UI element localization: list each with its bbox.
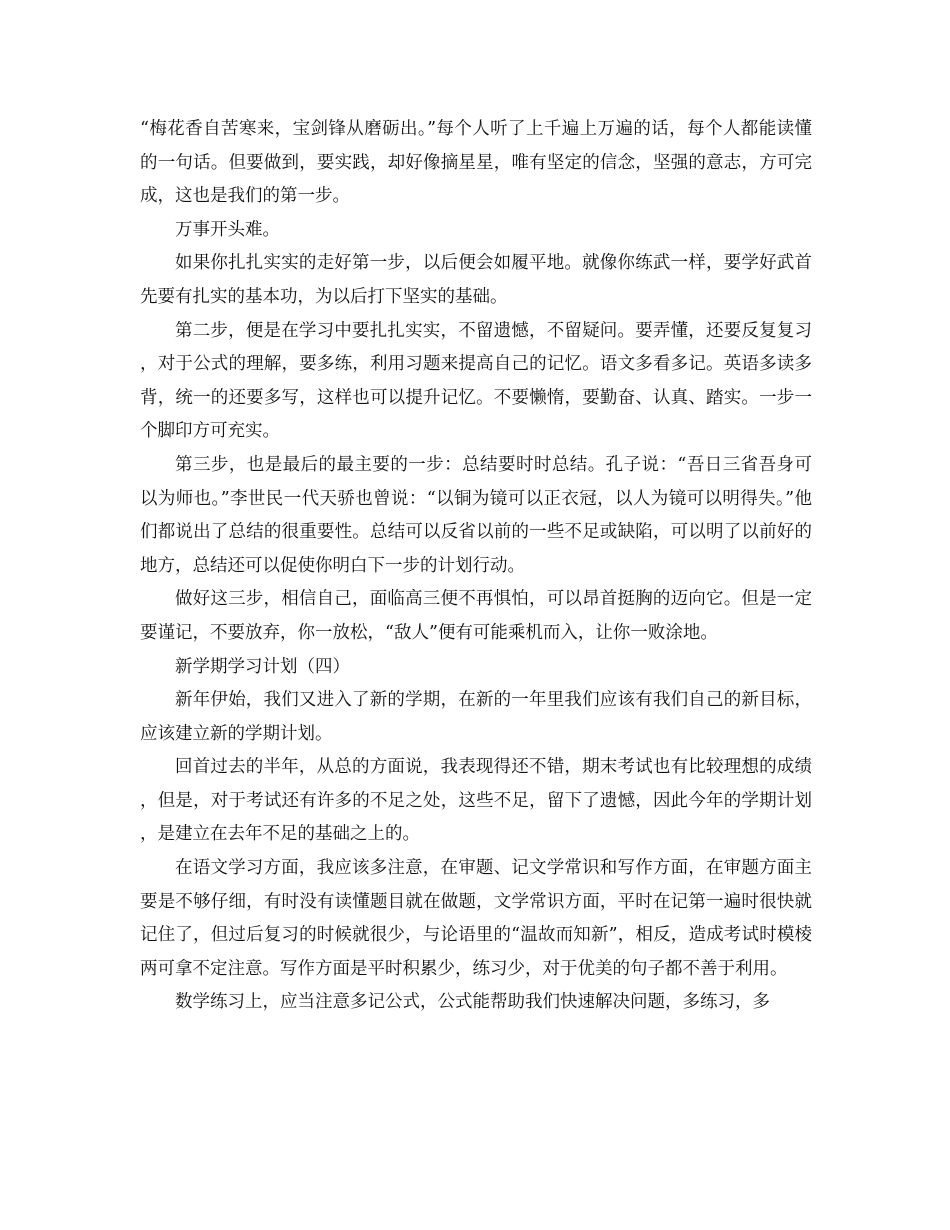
paragraph-3: 如果你扎扎实实的走好第一步，以后便会如履平地。就像你练武一样，要学好武首先要有扎实的基本功，为以后打下坚实的基础。: [140, 253, 812, 307]
paragraph-10: 在语文学习方面，我应该多注意，在审题、记文学常识和写作方面，在审题方面主要是不够仔细，有时没有读懂题目就在做题，文学常识方面，平时在记第一遍时很快就记住了，但过后复习的时候就很少，与论语里的“温故而知新”，相反，造成考试时模棱两可拿不定注意。写作方面是平时积累少，练习少，对于优美的句子都不善于利用。: [140, 858, 812, 979]
paragraph-1: “梅花香自苦寒来，宝剑锋从磨砺出。”每个人听了上千遍上万遍的话，每个人都能读懂的一句话。但要做到，要实践，却好像摘星星，唯有坚定的信念，坚强的意志，方可完成，这也是我们的第一步。: [140, 119, 812, 207]
paragraph-5: 第三步，也是最后的最主要的一步：总结要时时总结。孔子说：“吾日三省吾身可以为师也。”李世民一代天骄也曾说：“以铜为镜可以正衣冠，以人为镜可以明得失。”他们都说出了总结的很重要性。总结可以反省以前的一些不足或缺陷，可以明了以前好的地方，总结还可以促使你明白下一步的计划行动。: [140, 454, 812, 576]
paragraph-11: 数学练习上，应当注意多记公式，公式能帮助我们快速解决问题，多练习，多: [175, 992, 770, 1013]
paragraph-8: 新年伊始，我们又进入了新的学期，在新的一年里我们应该有我们自己的新目标，应该建立新的学期计划。: [140, 690, 812, 744]
paragraph-6: 做好这三步，相信自己，面临高三便不再惧怕，可以昂首挺胸的迈向它。但是一定要谨记，不要放弃，你一放松，“敌人”便有可能乘机而入，让你一败涂地。: [140, 589, 812, 643]
section-heading: 新学期学习计划（四）: [175, 656, 350, 677]
paragraph-9: 回首过去的半年，从总的方面说，我表现得还不错，期末考试也有比较理想的成绩，但是，对于考试还有许多的不足之处，这些不足，留下了遗憾，因此今年的学期计划，是建立在去年不足的基础之上的。: [140, 757, 812, 845]
paragraph-2: 万事开头难。: [175, 219, 280, 240]
paragraph-4: 第二步，便是在学习中要扎扎实实，不留遗憾，不留疑问。要弄懂，还要反复复习，对于公式的理解，要多练，利用习题来提高自己的记忆。语文多看多记。英语多读多背，统一的还要多写，这样也可以提升记忆。不要懒惰，要勤奋、认真、踏实。一步一个脚印方可充实。: [140, 320, 812, 442]
document-page: [140, 113, 812, 1020]
